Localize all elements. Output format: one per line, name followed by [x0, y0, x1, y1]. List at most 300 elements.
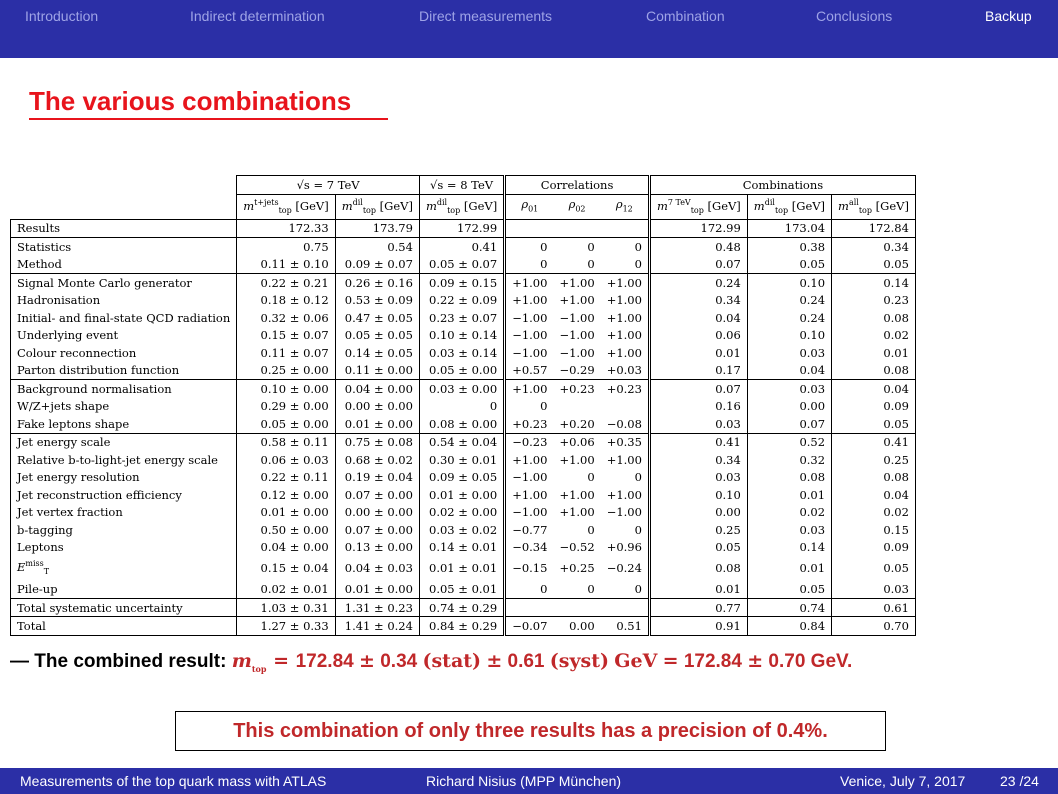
cell-c1: 1.03 ± 0.31	[237, 598, 335, 617]
cell-c3: 0.02 ± 0.00	[419, 504, 504, 522]
row-label: Leptons	[11, 539, 237, 557]
cell-k1: 0.03	[649, 415, 747, 433]
cell-k3: 0.34	[832, 238, 916, 256]
cell-c1: 0.15 ± 0.07	[237, 327, 335, 345]
table-row	[11, 598, 916, 617]
cell-c2: 0.26 ± 0.16	[335, 274, 419, 292]
cell-r02: 0	[587, 522, 595, 537]
cell-k3: 0.14	[832, 274, 916, 292]
group-header-8tev: √s = 8 TeV	[419, 176, 504, 195]
cell-k1: 0.04	[649, 309, 747, 327]
cell-r02: −0.52	[559, 540, 595, 555]
table-row	[11, 327, 916, 345]
cell-k1: 0.06	[649, 327, 747, 345]
cell-r02: 0	[587, 470, 595, 485]
cell-r01: −1.00	[505, 469, 554, 487]
cell-r12: 0	[634, 470, 642, 485]
cell-c2: 0.68 ± 0.02	[335, 451, 419, 469]
result-stat-label: (stat)	[422, 650, 482, 672]
cell-c1: 0.01 ± 0.00	[237, 504, 335, 522]
cell-c3: 172.99	[419, 219, 504, 238]
cell-r12: −0.08	[606, 416, 642, 431]
slide-title: The various combinations	[29, 86, 352, 116]
cell-k1: 0.25	[649, 521, 747, 539]
cell-c2: 0.14 ± 0.05	[335, 344, 419, 362]
cell-r02	[553, 219, 600, 238]
row-label: Method	[11, 256, 237, 274]
cell-c2: 1.41 ± 0.24	[335, 617, 419, 636]
table-row	[11, 309, 916, 327]
cell-k1: 0.07	[649, 380, 747, 398]
cell-k3: 0.23	[832, 292, 916, 310]
row-label: Parton distribution function	[11, 362, 237, 380]
group-header-7tev: √s = 7 TeV	[237, 176, 420, 195]
table-row	[11, 451, 916, 469]
cell-r02: 0	[587, 257, 595, 272]
cell-r02: +1.00	[553, 274, 600, 292]
cell-r01: +1.00	[505, 486, 554, 504]
cell-r01: −1.00	[505, 327, 554, 345]
cell-r12: +0.03	[606, 363, 642, 378]
cell-k2: 0.05	[747, 256, 831, 274]
cell-c3: 0.08 ± 0.00	[419, 415, 504, 433]
cell-c1: 0.18 ± 0.12	[237, 292, 335, 310]
cell-c2: 0.11 ± 0.00	[335, 362, 419, 380]
cell-c3: 0.09 ± 0.15	[419, 274, 504, 292]
cell-k3: 0.41	[832, 433, 916, 451]
col-header-r12: $\rho_{12}$	[601, 194, 650, 219]
cell-r02: 0	[587, 582, 595, 596]
title-underline	[29, 118, 388, 120]
row-label: Hadronisation	[11, 292, 237, 310]
cell-c3: 0.30 ± 0.01	[419, 451, 504, 469]
cell-c2: 0.04 ± 0.00	[335, 380, 419, 398]
cell-r01	[505, 598, 554, 617]
cell-c3: 0.05 ± 0.01	[419, 580, 504, 598]
cell-c1: 172.33	[237, 219, 335, 238]
table-row	[11, 486, 916, 504]
cell-c1: 1.27 ± 0.33	[237, 617, 335, 636]
cell-k3: 0.09	[832, 398, 916, 416]
cell-r12: +1.00	[606, 345, 642, 360]
cell-k1: 0.48	[649, 238, 747, 256]
cell-c3: 0.10 ± 0.14	[419, 327, 504, 345]
cell-r01: +1.00	[505, 274, 554, 292]
precision-note-box	[175, 711, 886, 751]
table-row	[11, 617, 916, 636]
cell-k3: 0.02	[832, 327, 916, 345]
row-label: Underlying event	[11, 327, 237, 345]
cell-c2: 0.09 ± 0.07	[335, 256, 419, 274]
cell-r01	[505, 219, 554, 238]
cell-k1: 0.07	[649, 256, 747, 274]
row-label: Results	[11, 219, 237, 238]
cell-k1: 0.03	[649, 469, 747, 487]
footer-page-number[interactable]: 23 /24	[1000, 773, 1039, 789]
cell-c3: 0.09 ± 0.05	[419, 469, 504, 487]
table-row	[11, 415, 916, 433]
cell-c3: 0.05 ± 0.07	[419, 256, 504, 274]
cell-r01: −0.23	[505, 433, 554, 451]
col-header-r01: $\rho_{01}$	[505, 194, 554, 219]
cell-r02: +0.23	[553, 380, 600, 398]
row-label: Jet vertex fraction	[11, 504, 237, 522]
result-value2: 172.84	[683, 651, 742, 672]
cell-k1: 0.01	[649, 580, 747, 598]
cell-r12: +1.00	[606, 487, 642, 502]
cell-r02: +1.00	[559, 293, 595, 308]
cell-r01: −0.15	[505, 556, 554, 580]
cell-c1: 0.58 ± 0.11	[237, 433, 335, 451]
cell-r02: −1.00	[559, 345, 595, 360]
cell-r12: +1.00	[606, 328, 642, 343]
row-label: Statistics	[11, 238, 237, 256]
cell-c3: 0.22 ± 0.09	[419, 292, 504, 310]
result-stat: 0.34	[380, 651, 418, 672]
cell-c3: 0.14 ± 0.01	[419, 539, 504, 557]
cell-c1: 0.75	[237, 238, 335, 256]
footer-title: Measurements of the top quark mass with ATLAS	[20, 773, 327, 789]
cell-k2: 0.38	[747, 238, 831, 256]
cell-r12: +1.00	[606, 310, 642, 325]
cell-c2: 0.04 ± 0.03	[335, 556, 419, 580]
cell-k2: 0.04	[747, 362, 831, 380]
cell-k3: 0.04	[832, 380, 916, 398]
cell-k2: 0.07	[747, 415, 831, 433]
cell-k2: 0.01	[747, 556, 831, 580]
cell-r01: −1.00	[505, 504, 554, 522]
cell-k3: 0.25	[832, 451, 916, 469]
row-label: Initial- and final-state QCD radiation	[11, 309, 237, 327]
cell-c2: 1.31 ± 0.23	[335, 598, 419, 617]
cell-r12: +0.96	[606, 540, 642, 555]
cell-r12: +1.00	[606, 293, 642, 308]
cell-c2: 0.53 ± 0.09	[335, 292, 419, 310]
nav-conclusions[interactable]: Conclusions	[816, 8, 893, 24]
cell-c1: 0.04 ± 0.00	[237, 539, 335, 557]
cell-k1: 0.17	[649, 362, 747, 380]
cell-c3: 0.01 ± 0.01	[419, 556, 504, 580]
cell-r02: +0.20	[559, 416, 595, 431]
cell-k1: 0.34	[649, 292, 747, 310]
table-row	[11, 256, 916, 274]
cell-r02: 0	[553, 238, 600, 256]
cell-c1: 0.32 ± 0.06	[237, 309, 335, 327]
table-row	[11, 380, 916, 398]
cell-c1: 0.11 ± 0.07	[237, 344, 335, 362]
cell-r01: −0.34	[505, 539, 554, 557]
cell-r02: 0.00	[553, 617, 600, 636]
cell-c2: 0.07 ± 0.00	[335, 486, 419, 504]
cell-r02: −0.29	[559, 363, 595, 378]
cell-k2: 0.00	[747, 398, 831, 416]
row-label: Total systematic uncertainty	[11, 598, 237, 617]
cell-c1: 0.06 ± 0.03	[237, 451, 335, 469]
col-header-k2: $m^{dil}_{top}$ [GeV]	[747, 194, 831, 219]
cell-c3: 0.01 ± 0.00	[419, 486, 504, 504]
cell-r02: +1.00	[559, 452, 595, 467]
cell-k3: 0.70	[832, 617, 916, 636]
cell-c1: 0.12 ± 0.00	[237, 486, 335, 504]
cell-c2: 0.01 ± 0.00	[335, 580, 419, 598]
table-row	[11, 469, 916, 487]
cell-c3: 0.03 ± 0.14	[419, 344, 504, 362]
table-row	[11, 433, 916, 451]
nav-introduction[interactable]: Introduction	[25, 8, 99, 24]
cell-c1: 0.22 ± 0.11	[237, 469, 335, 487]
cell-k2: 0.74	[747, 598, 831, 617]
table-row	[11, 521, 916, 539]
cell-r01: −1.00	[505, 309, 554, 327]
cell-k1: 0.00	[649, 504, 747, 522]
table-row	[11, 539, 916, 557]
cell-r02: +0.06	[553, 433, 600, 451]
cell-c1: 0.29 ± 0.00	[237, 398, 335, 416]
cell-c2: 0.00 ± 0.00	[335, 504, 419, 522]
cell-r01: +1.00	[505, 451, 554, 469]
row-label: $E^{miss}_T$	[11, 556, 237, 580]
cell-c3: 0.41	[419, 238, 504, 256]
cell-k3: 0.05	[832, 415, 916, 433]
row-label: Fake leptons shape	[11, 415, 237, 433]
cell-c2: 0.19 ± 0.04	[335, 469, 419, 487]
cell-k3: 0.03	[832, 580, 916, 598]
cell-k2: 173.04	[747, 219, 831, 238]
cell-r01: +0.57	[505, 362, 554, 380]
cell-k1: 172.99	[649, 219, 747, 238]
cell-r01: +1.00	[505, 292, 554, 310]
cell-c2: 0.00 ± 0.00	[335, 398, 419, 416]
cell-k1: 0.01	[649, 344, 747, 362]
cell-k2: 0.02	[747, 504, 831, 522]
col-header-c3: $m^{dil}_{top}$ [GeV]	[419, 194, 504, 219]
cell-k1: 0.34	[649, 451, 747, 469]
cell-c3: 0.05 ± 0.00	[419, 362, 504, 380]
cell-c2: 0.54	[335, 238, 419, 256]
cell-r12	[601, 219, 650, 238]
cell-k1: 0.10	[649, 486, 747, 504]
cell-k1: 0.77	[649, 598, 747, 617]
cell-r02: +1.00	[559, 505, 595, 520]
cell-r01: 0	[505, 398, 554, 416]
cell-k3: 0.05	[832, 556, 916, 580]
cell-k3: 0.09	[832, 539, 916, 557]
cell-r12	[601, 398, 650, 416]
result-dash: —	[10, 651, 29, 672]
result-symbol-sub: top	[251, 663, 267, 674]
cell-k2: 0.03	[747, 380, 831, 398]
row-label: Jet reconstruction efficiency	[11, 486, 237, 504]
table-row	[11, 344, 916, 362]
table-row	[11, 398, 916, 416]
cell-k3: 0.05	[832, 256, 916, 274]
cell-r12: 0	[601, 238, 650, 256]
cell-k1: 0.91	[649, 617, 747, 636]
row-label: b-tagging	[11, 521, 237, 539]
col-header-r02: $\rho_{02}$	[553, 194, 600, 219]
cell-k3: 0.04	[832, 486, 916, 504]
table-row	[11, 362, 916, 380]
col-header-k3: $m^{all}_{top}$ [GeV]	[832, 194, 916, 219]
cell-k2: 0.03	[747, 521, 831, 539]
cell-k2: 0.24	[747, 292, 831, 310]
table-row	[11, 504, 916, 522]
cell-k3: 0.08	[832, 362, 916, 380]
cell-r01: +0.23	[505, 415, 554, 433]
result-eq1: =	[273, 650, 289, 672]
cell-r02: −1.00	[559, 328, 595, 343]
cell-r12: +0.35	[601, 433, 650, 451]
cell-r01: 0	[505, 580, 554, 598]
cell-k1: 0.05	[649, 539, 747, 557]
footer-date: Venice, July 7, 2017	[840, 773, 966, 789]
cell-c3: 0.03 ± 0.02	[419, 521, 504, 539]
group-header-row	[11, 176, 916, 195]
cell-k3: 0.61	[832, 598, 916, 617]
cell-k2: 0.10	[747, 274, 831, 292]
cell-k2: 0.08	[747, 469, 831, 487]
cell-k3: 0.02	[832, 504, 916, 522]
table-row	[11, 274, 916, 292]
result-unit: GeV	[614, 650, 658, 672]
cell-r01: +1.00	[505, 380, 554, 398]
cell-r01: 0	[505, 256, 554, 274]
cell-c2: 0.47 ± 0.05	[335, 309, 419, 327]
group-header-correlations: Correlations	[505, 176, 650, 195]
cell-c1: 0.50 ± 0.00	[237, 521, 335, 539]
cell-k1: 0.16	[649, 398, 747, 416]
row-label: Relative b-to-light-jet energy scale	[11, 451, 237, 469]
column-header-row	[11, 194, 916, 219]
cell-c3: 0.84 ± 0.29	[419, 617, 504, 636]
cell-r12: 0.51	[601, 617, 650, 636]
row-label: Jet energy resolution	[11, 469, 237, 487]
cell-r12: −0.24	[606, 561, 642, 576]
cell-r12: 0	[634, 582, 642, 596]
precision-note: This combination of only three results has a precision of 0.4%.	[233, 719, 828, 742]
nav-combination[interactable]: Combination	[646, 8, 725, 24]
cell-k2: 0.32	[747, 451, 831, 469]
cell-r02	[553, 598, 600, 617]
col-header-c1: $m^{t+jets}_{top}$ [GeV]	[237, 194, 335, 219]
cell-r01: −0.07	[505, 617, 554, 636]
col-header-k1: $m^{7 TeV}_{top}$ [GeV]	[649, 194, 747, 219]
result-lead: The combined result:	[34, 651, 227, 672]
cell-c1: 0.02 ± 0.01	[237, 580, 335, 598]
row-label: Total	[11, 617, 237, 636]
row-label: Jet energy scale	[11, 433, 237, 451]
cell-k1: 0.41	[649, 433, 747, 451]
cell-c1: 0.10 ± 0.00	[237, 380, 335, 398]
cell-k2: 0.14	[747, 539, 831, 557]
cell-r02: +1.00	[559, 487, 595, 502]
cell-c3: 0	[419, 398, 504, 416]
corner-cell-2	[11, 194, 237, 219]
cell-c2: 0.13 ± 0.00	[335, 539, 419, 557]
cell-k2: 0.05	[747, 580, 831, 598]
footer-author: Richard Nisius (MPP München)	[426, 773, 622, 789]
cell-r01: −0.77	[505, 521, 554, 539]
cell-k3: 0.15	[832, 521, 916, 539]
cell-r12: +1.00	[606, 452, 642, 467]
cell-r02	[553, 398, 600, 416]
combinations-table	[10, 175, 916, 636]
table-row	[11, 219, 916, 238]
cell-c2: 0.05 ± 0.05	[335, 327, 419, 345]
result-pm1: ±	[359, 650, 375, 672]
cell-k2: 0.01	[747, 486, 831, 504]
cell-k3: 0.01	[832, 344, 916, 362]
result-value: 172.84	[295, 651, 354, 672]
cell-r02: −1.00	[559, 310, 595, 325]
cell-c2: 0.75 ± 0.08	[335, 433, 419, 451]
cell-r12: 0	[634, 257, 642, 272]
cell-r01: 0	[505, 238, 554, 256]
cell-r12: +0.23	[601, 380, 650, 398]
table-row	[11, 580, 916, 598]
cell-k2: 0.10	[747, 327, 831, 345]
result-pm2: ±	[486, 650, 503, 672]
cell-c2: 173.79	[335, 219, 419, 238]
row-label: Pile-up	[11, 580, 237, 598]
table-row	[11, 238, 916, 256]
result-syst-label: (syst)	[549, 650, 609, 672]
nav-indirect-determination[interactable]: Indirect determination	[190, 8, 325, 24]
result-symbol: m	[231, 650, 252, 672]
cell-k2: 0.03	[747, 344, 831, 362]
table-row	[11, 556, 916, 580]
nav-direct-measurements[interactable]: Direct measurements	[419, 8, 553, 24]
cell-r12: 0	[634, 522, 642, 537]
cell-r02: +0.25	[559, 561, 595, 576]
cell-c1: 0.22 ± 0.21	[237, 274, 335, 292]
cell-c3: 0.74 ± 0.29	[419, 598, 504, 617]
cell-k2: 0.84	[747, 617, 831, 636]
cell-c3: 0.23 ± 0.07	[419, 309, 504, 327]
result-eq2: =	[662, 650, 679, 672]
nav-backup[interactable]: Backup	[985, 8, 1032, 24]
cell-c1: 0.05 ± 0.00	[237, 415, 335, 433]
cell-k3: 172.84	[832, 219, 916, 238]
group-header-combinations: Combinations	[649, 176, 915, 195]
combined-result	[10, 650, 852, 674]
cell-k2: 0.24	[747, 309, 831, 327]
cell-k3: 0.08	[832, 469, 916, 487]
cell-r01: −1.00	[505, 344, 554, 362]
cell-k1: 0.24	[649, 274, 747, 292]
cell-c2: 0.01 ± 0.00	[335, 415, 419, 433]
row-label: Background normalisation	[11, 380, 237, 398]
result-pm3: ±	[747, 650, 764, 672]
result-total: 0.70 GeV.	[768, 651, 853, 672]
result-syst: 0.61	[507, 651, 545, 672]
row-label: Signal Monte Carlo generator	[11, 274, 237, 292]
row-label: W/Z+jets shape	[11, 398, 237, 416]
cell-k2: 0.52	[747, 433, 831, 451]
col-header-c2: $m^{dil}_{top}$ [GeV]	[335, 194, 419, 219]
corner-cell	[11, 176, 237, 195]
cell-c1: 0.11 ± 0.10	[237, 256, 335, 274]
cell-c2: 0.07 ± 0.00	[335, 521, 419, 539]
cell-r12: +1.00	[601, 274, 650, 292]
cell-r12: −1.00	[606, 505, 642, 520]
cell-c3: 0.03 ± 0.00	[419, 380, 504, 398]
cell-k1: 0.08	[649, 556, 747, 580]
table-row	[11, 292, 916, 310]
row-label: Colour reconnection	[11, 344, 237, 362]
cell-c3: 0.54 ± 0.04	[419, 433, 504, 451]
cell-k3: 0.08	[832, 309, 916, 327]
